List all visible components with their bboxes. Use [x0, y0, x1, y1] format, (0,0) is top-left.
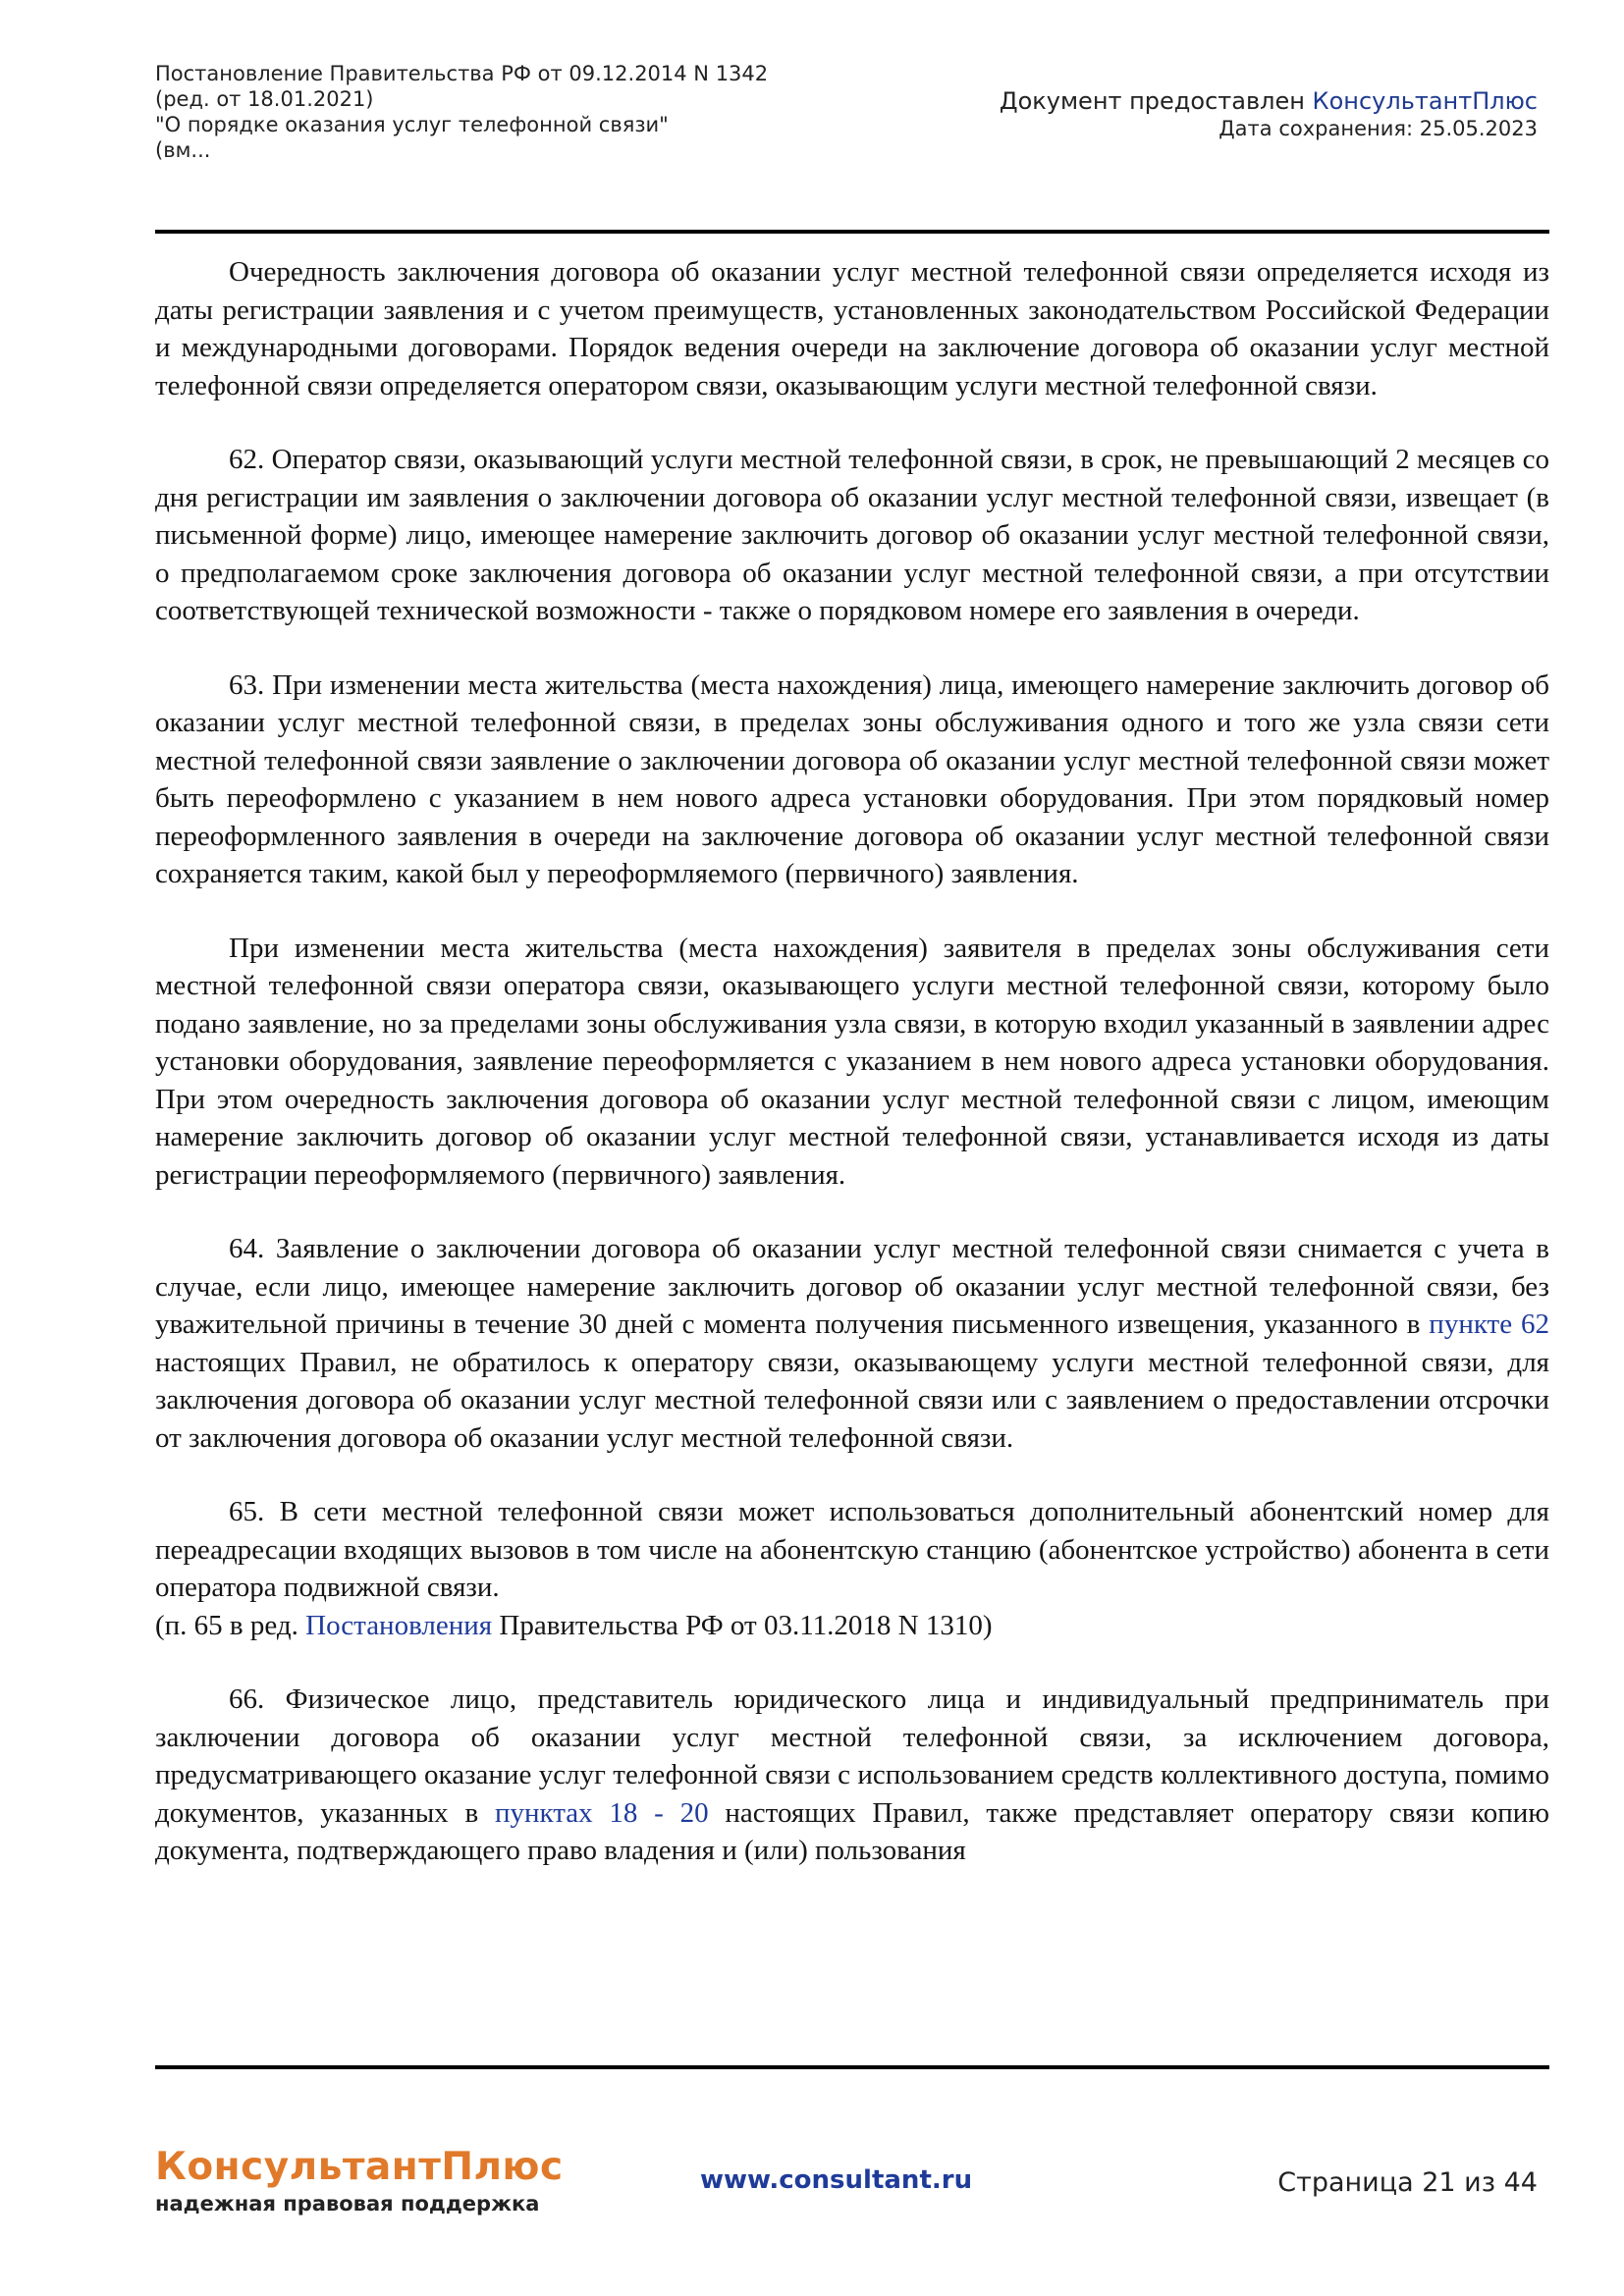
- page-number: Страница 21 из 44: [1277, 2167, 1538, 2198]
- amendment-note-65: [155, 1607, 1549, 1645]
- document-title-line: (ред. от 18.01.2021): [155, 87, 374, 111]
- paragraph-64: [155, 1230, 1549, 1457]
- paragraph-66-text: 66. Физическое лицо, представитель юридического лица и индивидуальный предприниматель при заключении договора об оказании услуг местной телефонной связи, за исключением договора, предусматривающего оказание услуг телефонной связи с использованием средств коллективного доступа, помимо документов, указанных в: [155, 1683, 1549, 1829]
- paragraph-64-text: 64. Заявление о заключении договора об оказании услуг местной телефонной связи снимается с учета в случае, если лицо, имеющее намерение заключить договор об оказании услуг местной телефонной связи, без уважительной причины в течение 30 дней с момента получения письменного извещения, указанного в: [155, 1233, 1549, 1340]
- paragraph-62: 62. Оператор связи, оказывающий услуги местной телефонной связи, в срок, не превышающий 2 месяцев со дня регистрации им заявления о заключении договора об оказании услуг местной телефонной связи, извещает (в письменной форме) лицо, имеющее намерение заключить договор об оказании услуг местной телефонной связи, о предполагаемом сроке заключения договора об оказании услуг местной телефонной связи, а при отсутствии соответствующей технической возможности - также о порядковом номере его заявления в очереди.: [155, 444, 1549, 626]
- provided-by: [1000, 86, 1538, 116]
- document-title-line: Постановление Правительства РФ от 09.12.2014 N 1342: [155, 62, 769, 85]
- logo-tagline: надежная правовая поддержка: [155, 2192, 540, 2216]
- paragraph-64-text: настоящих Правил, не обратилось к оператору связи, оказывающему услуги местной телефонной связи, для заключения договора об оказании услуг местной телефонной связи или с заявлением о предоставлении отсрочки от заключения договора об оказании услуг местной телефонной связи.: [155, 1346, 1549, 1454]
- website-link[interactable]: www.consultant.ru: [700, 2165, 973, 2195]
- link-items-20[interactable]: 20: [679, 1796, 709, 1829]
- paragraph-66-text: настоящих Правил, также представляет оператору связи копию документа, подтверждающего право владения и (или) пользования: [155, 1796, 1549, 1866]
- document-provider-block: [1000, 86, 1538, 141]
- link-items-18[interactable]: пунктах 18: [494, 1796, 638, 1829]
- paragraph-63: 63. При изменении места жительства (места нахождения) лица, имеющего намерение заключить договор об оказании услуг местной телефонной связи, в пределах зоны обслуживания одного и того же узла связи сети местной телефонной связи заявление о заключении договора об оказании услуг местной телефонной связи может быть переоформлено с указанием в нем нового адреса установки оборудования. При этом порядковый номер переоформленного заявления в очереди на заключение договора об оказании услуг местной телефонной связи сохраняется таким, какой был у переоформляемого (первичного) заявления.: [155, 668, 1549, 889]
- document-body: [155, 253, 1549, 1870]
- amendment-note-text: Правительства РФ от 03.11.2018 N 1310): [492, 1609, 993, 1641]
- logo-wordmark: КонсультантПлюс: [155, 2145, 564, 2189]
- paragraph-66: [155, 1681, 1549, 1870]
- footer-divider: [155, 2065, 1549, 2069]
- paragraph-63-continued: При изменении места жительства (места нахождения) заявителя в пределах зоны обслуживания сети местной телефонной связи оператора связи, оказывающего услуги местной телефонной связи, которому было подано заявление, но за пределами зоны обслуживания узла связи, в которую входил указанный в заявлении адрес установки оборудования, заявление переоформляется с указанием в нем нового адреса установки оборудования. При этом очередность заключения договора об оказании услуг местной телефонной связи с лицом, имеющим намерение заключить договор об оказании услуг местной телефонной связи, устанавливается исходя из даты регистрации переоформляемого (первичного) заявления.: [155, 932, 1549, 1191]
- save-date: Дата сохранения: 25.05.2023: [1218, 117, 1538, 140]
- paragraph-queue-order: Очередность заключения договора об оказании услуг местной телефонной связи определяется исходя из даты регистрации заявления и с учетом преимуществ, установленных законодательством Российской Федерации и международными договорами. Порядок ведения очереди на заключение договора об оказании услуг местной телефонной связи определяется оператором связи, оказывающим услуги местной телефонной связи.: [155, 256, 1549, 401]
- amendment-note-text: (п. 65 в ред.: [155, 1609, 306, 1641]
- document-title-block: [155, 61, 842, 163]
- link-item-62[interactable]: пункте 62: [1429, 1308, 1549, 1340]
- provider-brand-link[interactable]: КонсультантПлюс: [1312, 87, 1538, 115]
- document-title-line: (вм...: [155, 138, 211, 162]
- link-resolution[interactable]: Постановления: [305, 1609, 493, 1641]
- header-divider: [155, 230, 1549, 234]
- paragraph-65: 65. В сети местной телефонной связи может использоваться дополнительный абонентский номер для переадресации входящих вызовов в том числе на абонентскую станцию (абонентское устройство) абонента в сети оператора подвижной связи.: [155, 1496, 1549, 1603]
- link-range-dash: -: [637, 1796, 680, 1829]
- document-title-line: "О порядке оказания услуг телефонной связи": [155, 113, 669, 136]
- consultant-logo: [155, 2146, 564, 2216]
- provided-by-label: Документ предоставлен: [999, 87, 1313, 115]
